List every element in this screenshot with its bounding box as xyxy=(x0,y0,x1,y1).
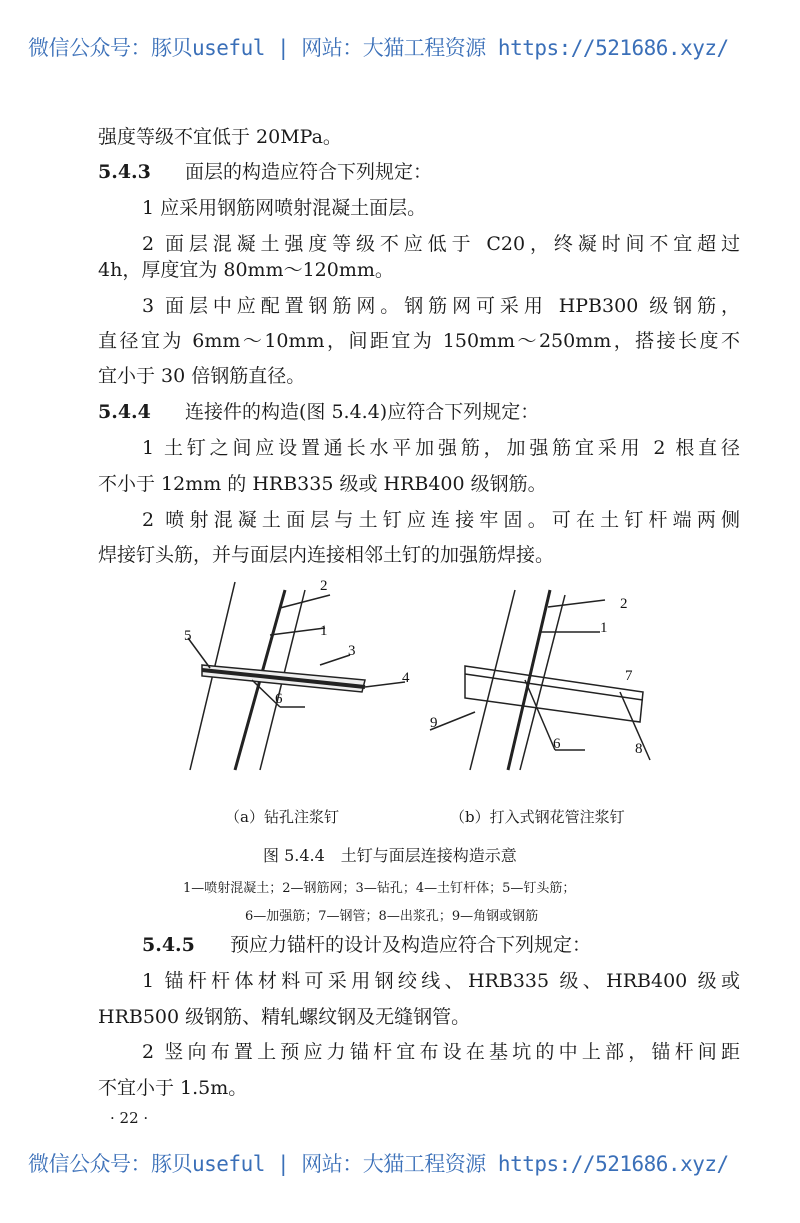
section-heading: 连接件的构造(图 5.4.4)应符合下列规定： xyxy=(185,401,540,423)
section-number: 5.4.5 xyxy=(142,934,195,956)
figure-label: 9 xyxy=(430,715,438,731)
section-heading: 预应力锚杆的设计及构造应符合下列规定： xyxy=(230,934,592,956)
text-line: 直径宜为 6mm～10mm，间距宜为 150mm～250mm，搭接长度不 xyxy=(98,330,740,352)
text-line: 焊接钉头筋，并与面层内连接相邻土钉的加强筋焊接。 xyxy=(98,544,555,566)
watermark-bottom: 微信公众号：豚贝useful | 网站：大猫工程资源 https://521686.xyz/ xyxy=(28,1152,729,1176)
text-line: 4h，厚度宜为 80mm～120mm。 xyxy=(98,259,394,281)
text-line: 不宜小于 1.5m。 xyxy=(98,1077,248,1099)
figure-legend: 6—加强筋；7—钢管；8—出浆孔；9—角钢或钢筋 xyxy=(245,909,539,924)
figure-label: 7 xyxy=(625,668,633,684)
figure-diagram xyxy=(180,570,660,810)
text-line: 宜小于 30 倍钢筋直径。 xyxy=(98,365,306,387)
figure-label: 2 xyxy=(620,596,628,612)
text-line: 1 应采用钢筋网喷射混凝土面层。 xyxy=(142,197,427,219)
page-number: · 22 · xyxy=(110,1109,149,1127)
text-line: 不小于 12mm 的 HRB335 级或 HRB400 级钢筋。 xyxy=(98,473,547,495)
figure-legend: 1—喷射混凝土；2—钢筋网；3—钻孔；4—土钉杆体；5—钉头筋； xyxy=(183,881,576,896)
figure-label: 1 xyxy=(600,620,608,636)
text-line: 1 锚杆杆体材料可采用钢绞线、HRB335 级、HRB400 级或 xyxy=(142,970,740,992)
section-heading: 面层的构造应符合下列规定： xyxy=(185,161,433,183)
text-line: HRB500 级钢筋、精轧螺纹钢及无缝钢管。 xyxy=(98,1006,471,1028)
figure-label: 2 xyxy=(320,578,328,594)
section-number: 5.4.3 xyxy=(98,161,151,183)
figure-label: 3 xyxy=(348,643,356,659)
text-line: 1 土钉之间应设置通长水平加强筋，加强筋宜采用 2 根直径 xyxy=(142,437,740,459)
figure-label: 6 xyxy=(275,691,283,707)
figure-label: 4 xyxy=(402,670,410,686)
text-line: 强度等级不宜低于 20MPa。 xyxy=(98,126,342,148)
figure-label: 8 xyxy=(635,741,643,757)
figure-title: 图 5.4.4 土钉与面层连接构造示意 xyxy=(263,846,517,865)
subfigure-caption-b: （b）打入式钢花管注浆钉 xyxy=(450,808,625,826)
subfigure-caption-a: （a）钻孔注浆钉 xyxy=(225,808,339,826)
section-number: 5.4.4 xyxy=(98,401,151,423)
figure-label: 5 xyxy=(184,628,192,644)
figure-label: 6 xyxy=(553,736,561,752)
watermark-top: 微信公众号：豚贝useful | 网站：大猫工程资源 https://521686.xyz/ xyxy=(28,36,729,60)
text-line: 2 面层混凝土强度等级不应低于 C20，终凝时间不宜超过 xyxy=(142,233,740,255)
text-line: 3 面层中应配置钢筋网。钢筋网可采用 HPB300 级钢筋， xyxy=(142,295,740,317)
figure-label: 1 xyxy=(320,623,328,639)
text-line: 2 竖向布置上预应力锚杆宜布设在基坑的中上部，锚杆间距 xyxy=(142,1041,740,1063)
text-line: 2 喷射混凝土面层与土钉应连接牢固。可在土钉杆端两侧 xyxy=(142,509,740,531)
